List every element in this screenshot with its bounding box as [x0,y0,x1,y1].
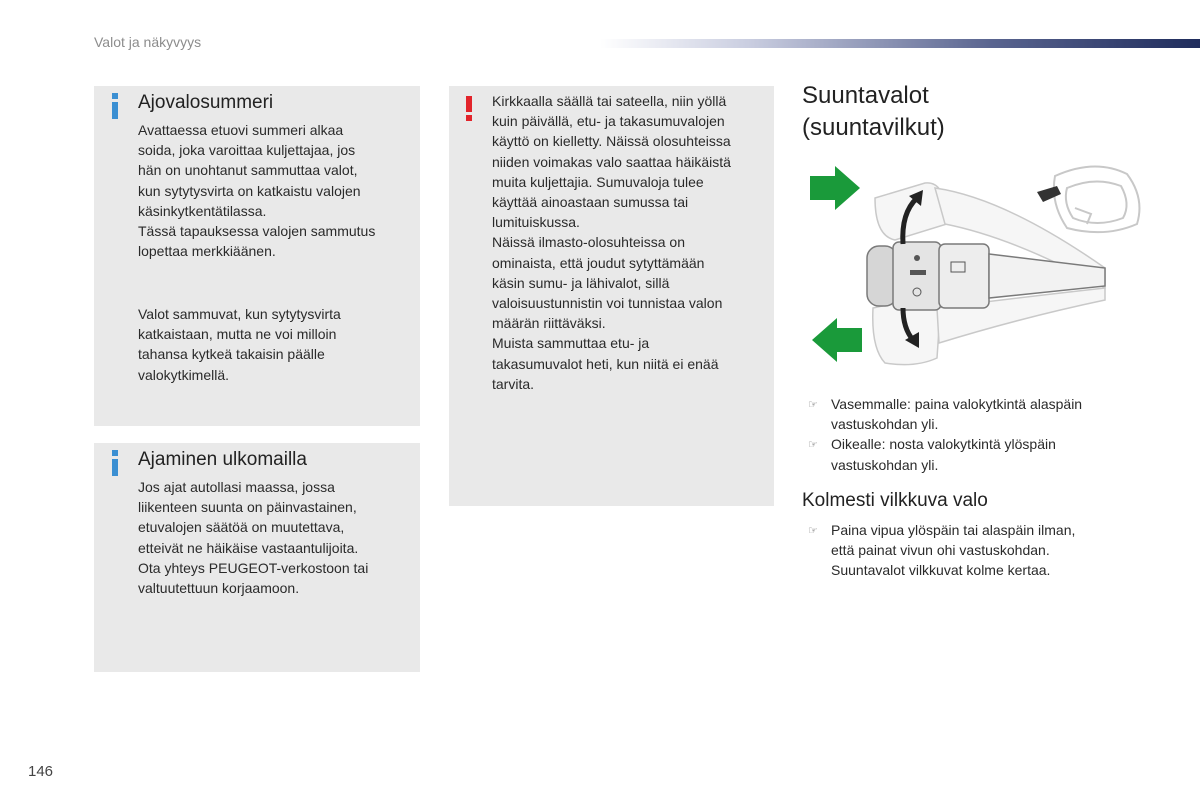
info-icon [111,450,119,476]
warning-text: Kirkkaalla säällä tai sateella, niin yöllä kuin päivällä, etu- ja takasumuvalojen käyttö on kielletty. Näissä olosuhteissa niiden voimakas valo saattaa häikäistä muita kuljettajia. Sumuvaloja tulee käyttää ainoastaan sumussa tai lumituiskussa. Näissä ilmasto-olosuhteissa on ominaista, että joudut sytyttämään käsin sumu- ja lähivalot, sillä valoisuustunnistin voi tunnistaa valon määrän riittäväksi. Muista sammuttaa etu- ja takasumuvalot heti, kun niitä ei enää tarvita. [492,93,731,392]
subheading-kolmesti: Kolmesti vilkkuva valo [802,490,988,511]
triple-flash-instructions [808,520,1075,581]
header-gradient-bar [600,39,1200,48]
section-heading: Suuntavalot (suuntavilkut) [802,82,945,141]
pointing-hand-icon: ☞ [808,399,818,411]
chapter-title: Valot ja näkyvyys [94,34,202,50]
box-text-ajovalosummeri-1: Avattaessa etuovi summeri alkaa soida, joka varoittaa kuljettajaa, jos hän on unohtanut sammuttaa valot, kun sytytysvirta on katkaistu valojen käsinkytkentätilassa. Tässä tapauksessa valojen sammutus lopettaa merkkiäänen. [138,122,376,260]
list-item: ☞ Oikealle: nosta valokytkintä ylöspäin vastuskohdan yli. [808,436,1056,473]
green-arrow-left-icon [812,318,862,362]
pointing-hand-icon: ☞ [808,525,818,537]
warning-icon [465,96,473,122]
turn-signal-stalk-illustration [805,158,1145,370]
list-item: ☞ Paina vipua ylöspäin tai alaspäin ilman, että painat vivun ohi vastuskohdan. Suuntavalot vilkkuvat kolme kertaa. [808,522,1076,579]
turn-signal-instructions [808,394,1082,475]
steering-wheel-icon [1054,166,1140,232]
pointing-hand-icon: ☞ [808,439,818,452]
list-item: ☞ Vasemmalle: paina valokytkintä alaspäin vastuskohdan yli. [808,396,1083,433]
box-text-ulkomailla: Jos ajat autollasi maassa, jossa liikenteen suunta on päinvastainen, etuvalojen säätöä on muutettava, etteivät ne häikäise vastaantulijoita. Ota yhteys PEUGEOT-verkostoon tai valtuutettuun korjaamoon. [138,479,369,597]
info-icon [111,93,119,119]
box-title-ulkomailla: Ajaminen ulkomailla [138,449,307,470]
box-text-ajovalosummeri-2: Valot sammuvat, kun sytytysvirta katkaistaan, mutta ne voi milloin tahansa kytkeä takaisin päälle valokytkimellä. [138,306,341,383]
box-title-ajovalosummeri: Ajovalosummeri [138,92,274,113]
page-number: 146 [28,763,54,780]
green-arrow-right-icon [810,166,860,210]
